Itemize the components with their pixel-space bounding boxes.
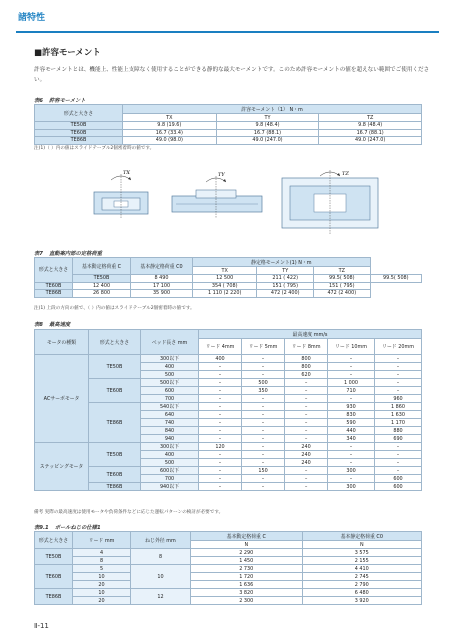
table8-lead-8: リード 8mm — [285, 339, 328, 355]
table-row: ACサーボモータ TE50B 300以下 400 – 800 – – — [35, 355, 422, 363]
table8-motor-step: ステッピングモータ — [35, 443, 89, 491]
table9-unit-dyn: N — [191, 541, 303, 549]
table8-caption-text: 最高速度 — [48, 322, 71, 328]
table7-caption — [34, 249, 102, 257]
table8-header-bed: ベッド長さ mm — [141, 330, 199, 355]
table9-caption — [34, 523, 101, 531]
table8-lead-4: リード 4mm — [199, 339, 242, 355]
table6-sub-ty: TY — [216, 114, 319, 122]
table8-header-speed: 最高速度 mm/s — [199, 330, 422, 339]
table7-note: 注(1) 上段の方向の値で、（ ）内の値はスライドテーブル2個密着時の値です。 — [34, 306, 195, 311]
table-row: 840 – – – 440 880 — [35, 427, 422, 435]
table-row: 700 – – – – 600 — [35, 475, 422, 483]
table7-header-dyn: 基本動定格荷重 C — [73, 258, 131, 275]
table6-caption-text: 許容モーメント — [48, 98, 86, 104]
table6-sub-tz: TZ — [319, 114, 422, 122]
table-row: 600 – 350 – 710 – — [35, 387, 422, 395]
table-row: 640 – – – 830 1 630 — [35, 411, 422, 419]
table8-lead-10: リード 10mm — [328, 339, 375, 355]
table-row: 500 – – 620 – – — [35, 371, 422, 379]
table9-header-stat: 基本静定格荷重 C0 — [302, 532, 421, 541]
table8-lead-20: リード 20mm — [375, 339, 422, 355]
table7-header-model: 形式と大きさ — [35, 258, 73, 283]
table-row: TE86B 26 800 35 900 1 110 (2 220) 472 (2 400) 472 (2 400) — [35, 290, 422, 298]
page-number: Ⅱ-11 — [34, 622, 49, 630]
table6-header-moment: 許容モーメント（1） N・m — [123, 105, 422, 114]
table-row: 400 – – 240 – – — [35, 451, 422, 459]
table7-caption-text: 直動案内部の定格荷重 — [48, 251, 102, 257]
table-row: 400 – – 800 – – — [35, 363, 422, 371]
header-rule — [16, 31, 439, 33]
table9-header-lead: リード mm — [73, 532, 131, 549]
table9-header-shaft: ねじ外径 mm — [131, 532, 191, 549]
table8-header-model: 形式と大きさ — [89, 330, 141, 355]
table6-caption-label: 表6 — [34, 98, 43, 104]
table6-caption — [34, 96, 86, 104]
table-row: 700 – – – – 960 — [35, 395, 422, 403]
table-row: 740 – – – 590 1 170 — [35, 419, 422, 427]
table8-motor-ac: ACサーボモータ — [35, 355, 89, 443]
table7-sub-tz: TZ — [314, 267, 371, 275]
table6-sub-tx: TX — [123, 114, 217, 122]
moment-direction-diagrams — [92, 168, 392, 238]
table-row: TE50B 8 490 12 500 211 ( 422) 99.5( 508) 99.5( 508) — [35, 275, 422, 283]
table-row: ステッピングモータ TE50B 300以下 120 – 240 – – — [35, 443, 422, 451]
table7-header-stat: 基本静定格荷重 C0 — [131, 258, 193, 275]
table-row: TE50B 9.8 (19.6) 9.8 (48.4) 9.8 (48.4) — [35, 122, 422, 130]
table-row: 10 1 720 2 745 — [35, 573, 422, 581]
table7-header-moment: 静定格モーメント(1) N・m — [193, 258, 371, 267]
diagram-label-ty: TY — [218, 172, 225, 178]
table7 — [34, 257, 422, 298]
table-row: TE86B 540以下 – – – 930 1 860 — [35, 403, 422, 411]
diagram-label-tx: TX — [123, 170, 130, 176]
table-row: 500 – – 240 – – — [35, 459, 422, 467]
table-row: 8 1 450 2 155 — [35, 557, 422, 565]
diagram-tx — [94, 170, 148, 218]
table-row: TE60B 600以下 – 150 – 300 – — [35, 467, 422, 475]
table7-sub-ty: TY — [257, 267, 314, 275]
table7-caption-label: 表7 — [34, 251, 43, 257]
table6-note: 注(1)（ ）内の値はスライドテーブル2個密着時の値です。 — [34, 146, 155, 151]
table6 — [34, 104, 422, 145]
table-row: TE86B 940以下 – – – 300 600 — [35, 483, 422, 491]
table9-header-dyn: 基本動定格荷重 C — [191, 532, 303, 541]
table-row: TE60B 12 400 17 100 354 ( 708) 151 ( 795) 151 ( 795) — [35, 282, 422, 290]
table-row: TE60B 16.7 (33.4) 16.7 (88.1) 16.7 (88.1) — [35, 129, 422, 137]
table8-note: 備考 実際の最高速度は使用モータや負荷条件などに応じた運転パターンの検討が必要です。 — [34, 510, 224, 515]
table-row: 940 – – – 340 690 — [35, 435, 422, 443]
page-header — [0, 0, 455, 33]
table-row: TE60B 500以下 – 500 – 1 000 – — [35, 379, 422, 387]
diagram-label-tz: TZ — [342, 171, 349, 177]
table8-header-motor: モータの種類 — [35, 330, 89, 355]
table-row: 20 1 636 2 790 — [35, 581, 422, 589]
table-row: TE86B 49.0 (98.0) 49.0 (247.0) 49.0 (247.0) — [35, 137, 422, 145]
table8-lead-5: リード 5mm — [242, 339, 285, 355]
table-row: TE60B 5 10 2 730 4 410 — [35, 565, 422, 573]
diagram-tz — [282, 170, 378, 234]
table8 — [34, 329, 422, 491]
table9 — [34, 531, 422, 605]
table9-caption-label: 表9.1 — [34, 525, 49, 531]
table8-caption-label: 表8 — [34, 322, 43, 328]
table9-caption-text: ボールねじの仕様1 — [54, 525, 101, 531]
section-title: ■許容モーメント — [34, 48, 101, 58]
table9-header-model: 形式と大きさ — [35, 532, 73, 549]
table7-sub-tx: TX — [193, 267, 257, 275]
table8-caption — [34, 320, 70, 328]
table6-header-model: 形式と大きさ — [35, 105, 123, 122]
page-title: 諸特性 — [18, 13, 46, 23]
table9-unit-stat: N — [302, 541, 421, 549]
table-row: 20 2 300 3 920 — [35, 597, 422, 605]
section-intro: 許容モーメントとは、機能上、性能上支障なく使用することができる静的な最大モーメントです。このため許容モーメントの値を超えない範囲でご使用ください。 — [34, 67, 430, 83]
table-row: TE86B 10 12 3 820 6 480 — [35, 589, 422, 597]
table-row: TE50B 4 8 2 290 3 575 — [35, 549, 422, 557]
diagram-ty — [172, 172, 262, 218]
